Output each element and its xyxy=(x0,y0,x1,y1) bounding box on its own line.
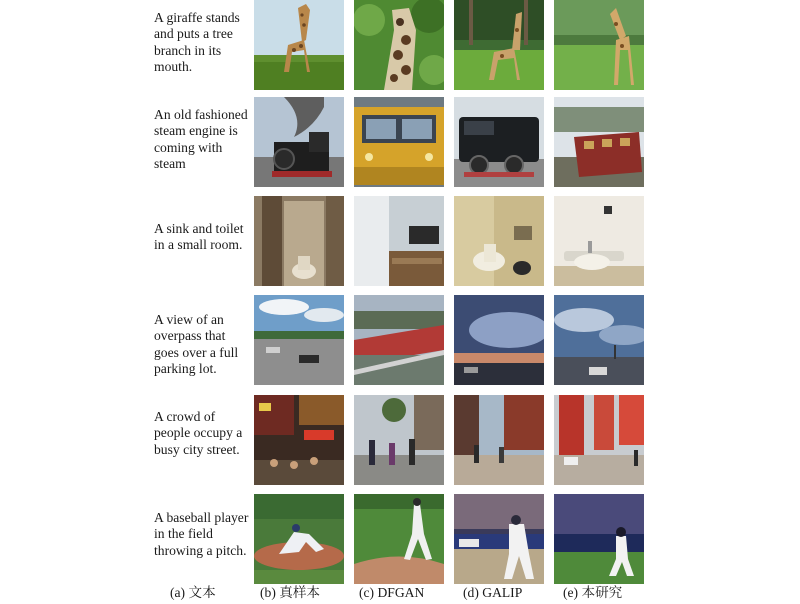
ours-image xyxy=(554,196,644,286)
ours-image xyxy=(554,395,644,485)
real-sample-image xyxy=(254,97,344,187)
dfgan-image xyxy=(354,494,444,584)
column-label-text: (a) 文本 xyxy=(170,585,216,600)
ours-image xyxy=(554,0,644,90)
figure-row-parking xyxy=(0,295,800,385)
column-label-galip: (d) GALIP xyxy=(463,585,523,600)
dfgan-image xyxy=(354,196,444,286)
column-label-dfgan: (c) DFGAN xyxy=(359,585,425,600)
real-sample-image xyxy=(254,196,344,286)
ours-image xyxy=(554,295,644,385)
dfgan-image xyxy=(354,395,444,485)
row-caption: A crowd of people occupy a busy city street. xyxy=(154,409,243,457)
ours-image xyxy=(554,494,644,584)
galip-image xyxy=(454,494,544,584)
galip-image xyxy=(454,295,544,385)
row-caption: An old fashioned steam engine is coming with steam xyxy=(154,107,248,171)
figure-row-street xyxy=(0,395,800,485)
column-label-real-sample: (b) 真样本 xyxy=(260,585,321,600)
dfgan-image xyxy=(354,97,444,187)
ours-image xyxy=(554,97,644,187)
real-sample-image xyxy=(254,395,344,485)
real-sample-image xyxy=(254,0,344,90)
row-caption: A baseball player in the field throwing a pitch. xyxy=(154,510,249,558)
row-caption: A giraffe stands and puts a tree branch in its mouth. xyxy=(154,10,240,74)
figure-row-baseball xyxy=(0,494,800,584)
galip-image xyxy=(454,97,544,187)
figure-row-bathroom xyxy=(0,196,800,286)
figure-row-train xyxy=(0,97,800,187)
column-label-ours: (e) 本研究 xyxy=(563,585,623,600)
row-caption: A view of an overpass that goes over a full parking lot. xyxy=(154,312,239,376)
row-caption: A sink and toilet in a small room. xyxy=(154,221,244,253)
galip-image xyxy=(454,196,544,286)
real-sample-image xyxy=(254,494,344,584)
galip-image xyxy=(454,395,544,485)
galip-image xyxy=(454,0,544,90)
dfgan-image xyxy=(354,295,444,385)
dfgan-image xyxy=(354,0,444,90)
figure-row-giraffe xyxy=(0,0,800,90)
real-sample-image xyxy=(254,295,344,385)
